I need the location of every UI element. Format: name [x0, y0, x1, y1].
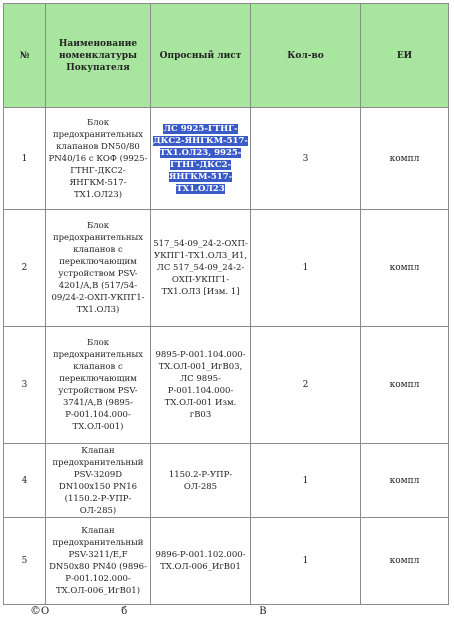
row-unit: компл [361, 210, 449, 327]
table-row [4, 518, 449, 605]
footer-text-end: В [259, 606, 267, 617]
specification-table [3, 3, 449, 605]
row-unit: компл [361, 518, 449, 605]
row-questionnaire[interactable] [151, 108, 251, 210]
table-row [4, 210, 449, 327]
row-number: 4 [4, 444, 46, 518]
table-row [4, 444, 449, 518]
table-row [4, 108, 449, 210]
selected-text[interactable]: ЛС 9925-ГТНГ-ДКС2-ЯНГКМ-517-ТХ1.ОЛ23, 9925-ГТНГ-ДКС2-ЯНГКМ-517-ТХ1.ОЛ23 [153, 123, 248, 194]
row-quantity: 1 [251, 444, 361, 518]
row-unit: компл [361, 108, 449, 210]
table-header-row [4, 4, 449, 108]
row-unit: компл [361, 444, 449, 518]
copyright-mark: © [30, 604, 41, 617]
row-questionnaire[interactable]: 1150.2-Р-УПР-ОЛ-285 [151, 444, 251, 518]
row-number: 1 [4, 108, 46, 210]
header-name: Наименование номенклатуры Покупателя [46, 4, 151, 108]
row-name: Блок предохранительных клапанов с переключающим устройством PSV-4201/A,B (517/54-09/24-2-ОХП-УКПГ1-ТХ1.ОЛ3) [46, 210, 151, 327]
header-questionnaire: Опросный лист [151, 4, 251, 108]
row-questionnaire[interactable]: 9895-Р-001.104.000-ТХ.ОЛ-001_ИгВ03, ЛС 9895-Р-001.104.000-ТХ.ОЛ-001 Изм. гВ03 [151, 327, 251, 444]
row-name: Клапан предохранительный PSV-3209D DN100x150 PN16 (1150.2-Р-УПР-ОЛ-285) [46, 444, 151, 518]
header-quantity: Кол-во [251, 4, 361, 108]
row-name: Блок предохранительных клапанов DN50/80 PN40/16 с КОФ (9925-ГТНГ-ДКС2-ЯНГКМ-517-ТХ1.ОЛ23) [46, 108, 151, 210]
row-number: 5 [4, 518, 46, 605]
footer-text-start: О [41, 606, 50, 617]
row-number: 2 [4, 210, 46, 327]
footer-text-mid: б [121, 606, 128, 617]
row-questionnaire[interactable]: 517_54-09_24-2-ОХП-УКПГ1-ТХ1.ОЛ3_И1, ЛС 517_54-09_24-2-ОХП-УКПГ1-ТХ1.ОЛ3 [Изм. 1] [151, 210, 251, 327]
header-number: № [4, 4, 46, 108]
row-name: Клапан предохранительный PSV-3211/E,F DN50x80 PN40 (9896-Р-001.102.000-ТХ.ОЛ-006_ИгВ01) [46, 518, 151, 605]
row-quantity: 2 [251, 327, 361, 444]
table-row [4, 327, 449, 444]
cut-off-footer-text [30, 604, 267, 617]
row-quantity: 3 [251, 108, 361, 210]
header-unit: ЕИ [361, 4, 449, 108]
row-unit: компл [361, 327, 449, 444]
row-number: 3 [4, 327, 46, 444]
row-name: Блок предохранительных клапанов с переключающим устройством PSV-3741/A,B (9895-Р-001.104.000-ТХ.ОЛ-001) [46, 327, 151, 444]
row-quantity: 1 [251, 518, 361, 605]
row-quantity: 1 [251, 210, 361, 327]
row-questionnaire[interactable]: 9896-Р-001.102.000-ТХ.ОЛ-006_ИгВ01 [151, 518, 251, 605]
